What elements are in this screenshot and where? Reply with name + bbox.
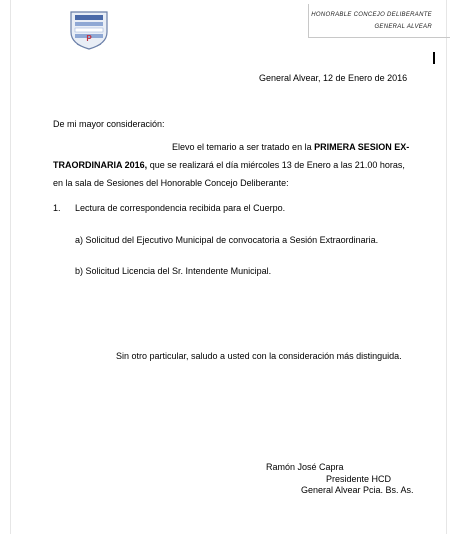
session-name-part1: PRIMERA SESION EX- xyxy=(314,142,410,152)
paragraph1-line1 xyxy=(172,142,409,153)
municipal-seal-logo xyxy=(67,10,111,50)
agenda-item-1-text: Lectura de correspondencia recibida para el Cuerpo. xyxy=(75,203,286,213)
letterhead-box xyxy=(308,4,450,38)
signature-title: Presidente HCD xyxy=(326,474,392,484)
salutation: De mi mayor consideración: xyxy=(53,119,165,129)
letterhead-org-name: HONORABLE CONCEJO DELIBERANTE xyxy=(311,12,432,18)
text-cursor xyxy=(433,52,435,64)
signature-place: General Alvear Pcia. Bs. As. xyxy=(301,485,414,495)
paragraph1-line2-text: que se realizará el día miércoles 13 de Enero a las 21.00 horas, xyxy=(147,160,405,170)
paragraph1-line3: en la sala de Sesiones del Honorable Concejo Deliberante: xyxy=(53,178,289,188)
date-line: General Alvear, 12 de Enero de 2016 xyxy=(259,73,408,83)
signature-name: Ramón José Capra xyxy=(266,462,344,472)
session-name-part2: TRAORDINARIA 2016, xyxy=(53,160,148,170)
agenda-subitem-b: b) Solicitud Licencia del Sr. Intendente Municipal. xyxy=(75,266,272,276)
svg-text:P: P xyxy=(86,34,92,43)
closing-line: Sin otro particular, saludo a usted con la consideración más distinguida. xyxy=(116,351,402,361)
letterhead-city: GENERAL ALVEAR xyxy=(374,24,432,30)
agenda-item-1-number: 1. xyxy=(53,203,61,213)
agenda-subitem-a: a) Solicitud del Ejecutivo Municipal de convocatoria a Sesión Extraordinaria. xyxy=(75,235,379,245)
paragraph1-line1-text: Elevo el temario a ser tratado en la xyxy=(172,142,315,152)
paragraph1-line2 xyxy=(53,160,405,171)
